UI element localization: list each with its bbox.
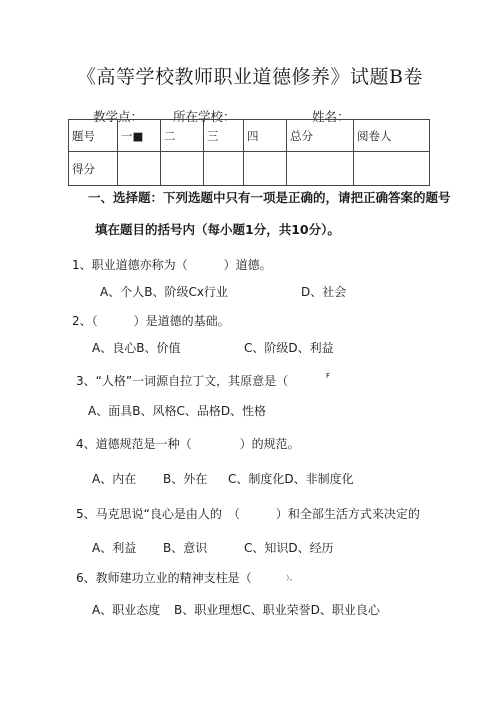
score-cell: 总分 <box>287 120 354 152</box>
question-stem-tail: ）。 <box>286 574 297 582</box>
score-table <box>68 119 430 186</box>
question-stem: 1、职业道德亦称为（ ）道德。 <box>72 258 272 272</box>
question-option: B、外在 <box>163 472 208 486</box>
score-input-cell[interactable] <box>118 152 161 186</box>
exam-title: 《高等学校教师职业道德修养》试题B卷 <box>77 66 423 88</box>
score-cell: 四 <box>244 120 287 152</box>
score-cell: 三 <box>204 120 244 152</box>
question-options: C、知识D、经历 <box>244 541 334 555</box>
score-input-cell[interactable] <box>204 152 244 186</box>
question-option: B、意识 <box>163 541 208 555</box>
question-options: A、面具B、风格C、品格D、性格 <box>88 404 267 418</box>
question-option: A、职业态度 <box>92 603 161 617</box>
question-stem-tail: F <box>326 372 331 380</box>
question-options: A、个人B、阶级Cx行业 <box>100 285 228 299</box>
name-label: 姓名： <box>312 109 350 124</box>
score-value-row <box>69 152 430 186</box>
score-cell: 得分 <box>69 152 118 186</box>
question-stem: 3、“人格”一词源自拉丁文，其原意是（ <box>76 374 289 388</box>
section-instruction-line2: 填在题目的括号内（每小题1分，共10分）。 <box>95 222 340 237</box>
question-options: A、良心B、价值 <box>92 341 181 355</box>
score-cell: 阅卷人 <box>354 120 430 152</box>
score-input-cell[interactable] <box>287 152 354 186</box>
question-option: A、利益 <box>92 541 137 555</box>
score-input-cell[interactable] <box>354 152 430 186</box>
question-options: C、阶级D、利益 <box>244 341 334 355</box>
question-stem: 6、教师建功立业的精神支柱是（ <box>76 571 252 585</box>
score-input-cell[interactable] <box>161 152 204 186</box>
score-header-row <box>69 120 430 152</box>
score-cell: 二 <box>161 120 204 152</box>
teaching-point-label: 教学点： <box>93 109 144 124</box>
section-instruction-line1: 一、选择题：下列选题中只有一项是正确的，请把正确答案的题号 <box>88 190 451 205</box>
score-cell: 题号 <box>69 120 118 152</box>
question-options: C、制度化D、非制度化 <box>228 472 354 486</box>
score-cell: 一■ <box>118 120 161 152</box>
question-stem: 4、道德规范是一种（ ）的规范。 <box>76 437 300 451</box>
question-stem: 2、（ ）是道德的基础。 <box>72 314 230 328</box>
school-label: 所在学校： <box>173 109 236 124</box>
score-input-cell[interactable] <box>244 152 287 186</box>
question-options: B、职业理想C、职业荣誉D、职业良心 <box>174 603 380 617</box>
question-stem: 5、马克思说“良心是由人的 （ ）和全部生活方式来决定的 <box>76 507 420 521</box>
question-option: A、内在 <box>92 472 137 486</box>
question-option: D、社会 <box>301 285 347 299</box>
